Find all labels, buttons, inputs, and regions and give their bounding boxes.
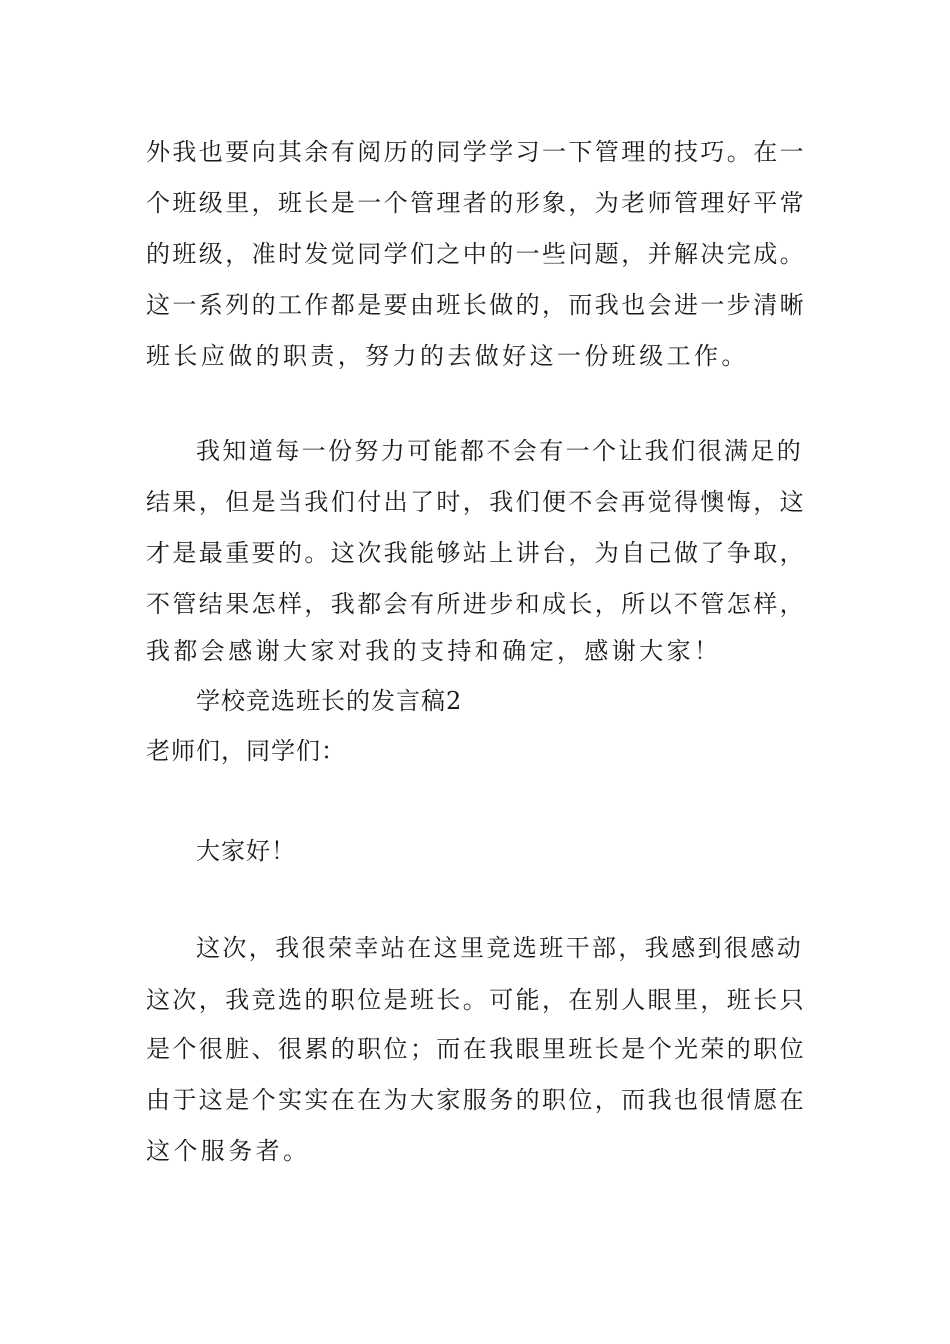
paragraph-3-line-3: 是个很脏、很累的职位；而在我眼里班长是个光荣的职位 — [146, 1035, 806, 1063]
salutation: 老师们，同学们： — [146, 737, 346, 765]
paragraph-2-line-1: 我知道每一份努力可能都不会有一个让我们很满足的 — [196, 437, 804, 465]
paragraph-1-line-5: 班长应做的职责，努力的去做好这一份班级工作。 — [146, 342, 749, 370]
paragraph-3-line-4: 由于这是个实实在在为大家服务的职位，而我也很情愿在 — [146, 1086, 806, 1114]
paragraph-1-line-1: 外我也要向其余有阅历的同学学习一下管理的技巧。在一 — [146, 138, 806, 166]
paragraph-1-line-3: 的班级，准时发觉同学们之中的一些问题，并解决完成。 — [146, 240, 806, 268]
greeting: 大家好！ — [196, 837, 296, 865]
paragraph-2-line-4: 不管结果怎样，我都会有所进步和成长，所以不管怎样， — [146, 590, 806, 618]
paragraph-3-line-5: 这个服务者。 — [146, 1137, 311, 1165]
paragraph-3-line-1: 这次，我很荣幸站在这里竞选班干部，我感到很感动 — [196, 934, 804, 962]
paragraph-2-line-5: 我都会感谢大家对我的支持和确定，感谢大家！ — [146, 637, 722, 665]
paragraph-1-line-2: 个班级里，班长是一个管理者的形象，为老师管理好平常 — [146, 189, 806, 217]
paragraph-1-line-4: 这一系列的工作都是要由班长做的，而我也会进一步清晰 — [146, 291, 806, 319]
section-title: 学校竞选班长的发言稿2 — [196, 687, 463, 715]
paragraph-3-line-2: 这次，我竞选的职位是班长。可能，在别人眼里，班长只 — [146, 986, 806, 1014]
paragraph-2-line-3: 才是最重要的。这次我能够站上讲台，为自己做了争取， — [146, 539, 806, 567]
paragraph-2-line-2: 结果，但是当我们付出了时，我们便不会再觉得懊悔，这 — [146, 488, 806, 516]
